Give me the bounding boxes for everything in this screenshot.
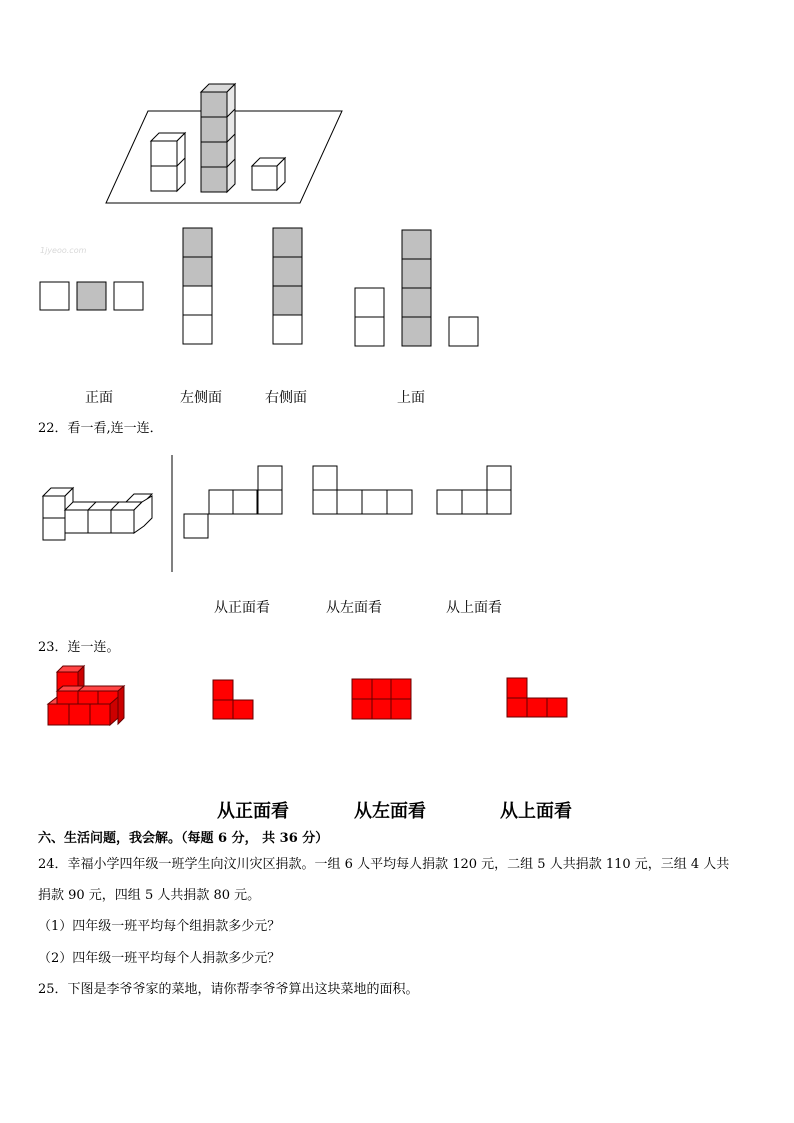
- q23-title: 23．连一连。: [38, 640, 120, 655]
- q21-label-front: 正面: [85, 390, 113, 406]
- q23-label-top: 从上面看: [500, 801, 572, 822]
- q24-sub2: （2）四年级一班平均每个人捐款多少元？: [38, 951, 281, 966]
- q21-label-left: 左侧面: [180, 390, 222, 406]
- q24-line1: 24．幸福小学四年级一班学生向汶川灾区捐款。一组 6 人平均每人捐款 120 元，二组 5 人共捐款 110 元，三组 4 人共: [38, 857, 730, 872]
- q21-label-top: 上面: [397, 390, 425, 406]
- q23-option-3: [507, 678, 567, 717]
- q23-label-front: 从正面看: [217, 801, 289, 822]
- q23-option-1: [213, 680, 253, 719]
- q23-option-2: [352, 679, 411, 719]
- q21-label-right: 右侧面: [265, 390, 307, 406]
- q25-text: 25．下图是李爷爷家的菜地，请你帮李爷爷算出这块菜地的面积。: [38, 982, 419, 997]
- q22-label-left: 从左面看: [326, 600, 382, 616]
- q24-sub1: （1）四年级一班平均每个组捐款多少元？: [38, 919, 281, 934]
- watermark: 1jyeoo.com: [40, 246, 87, 255]
- q22-title: 22．看一看,连一连．: [38, 421, 163, 436]
- section6-heading: 六、生活问题，我会解。（每题 6 分， 共 36 分）: [38, 831, 329, 846]
- q22-label-front: 从正面看: [214, 600, 270, 616]
- q23-red-3d-figure: [48, 666, 124, 725]
- q23-label-left: 从左面看: [354, 801, 426, 822]
- q22-label-top: 从上面看: [446, 600, 502, 616]
- q24-line2: 捐款 90 元，四组 5 人共捐款 80 元。: [38, 888, 261, 903]
